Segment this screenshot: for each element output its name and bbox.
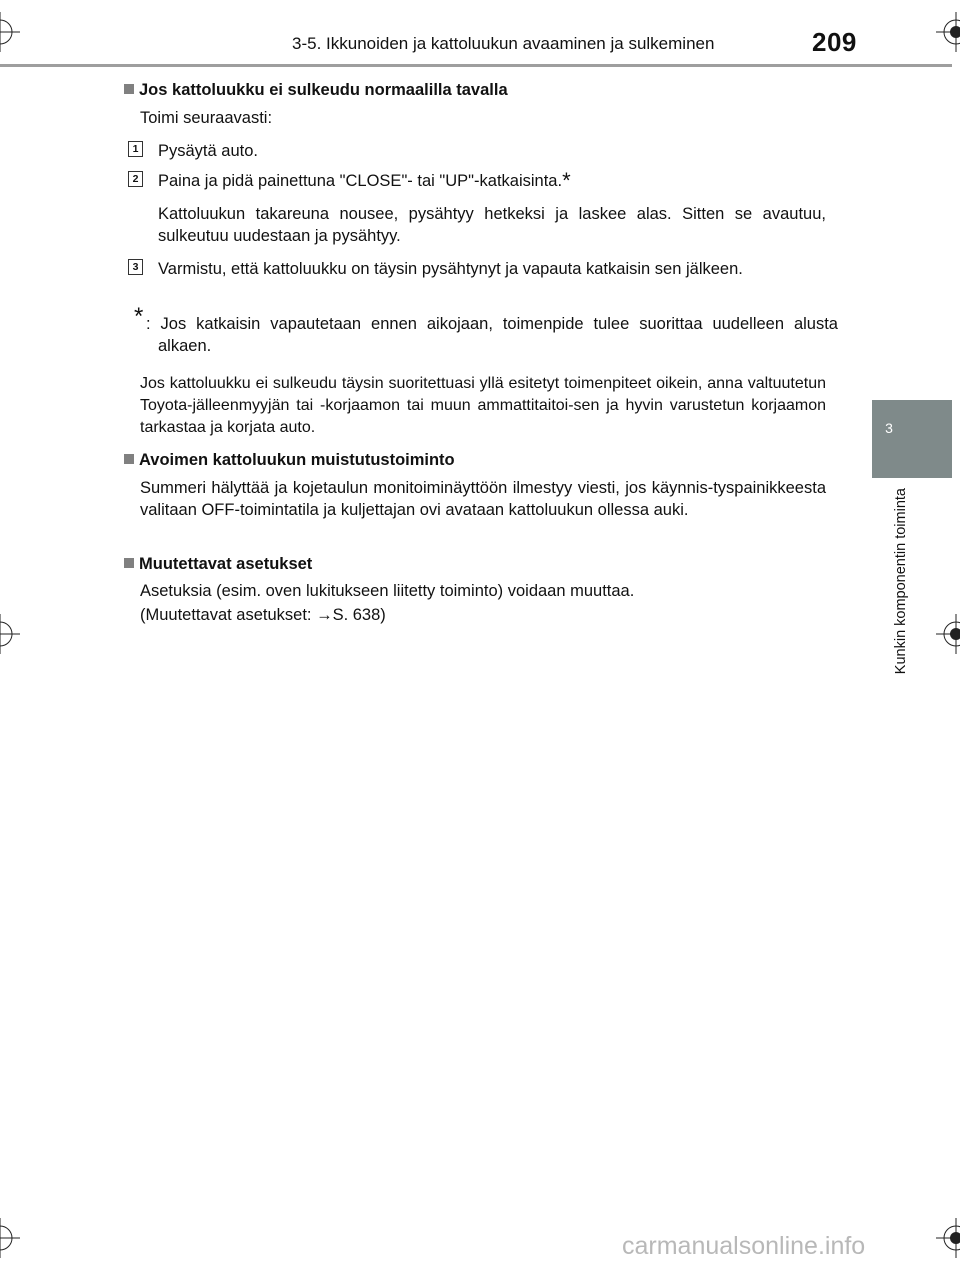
step-number-box: 2 (128, 171, 143, 187)
header-rule (0, 64, 952, 67)
section-text: Summeri hälyttää ja kojetaulun monitoiminäyttöön ilmestyy viesti, jos käynnis-tyspainikkeesta valitaan OFF-toimintatila ja kuljettajan ovi avataan kattoluukun ollessa auki. (140, 479, 826, 519)
step-detail: Kattoluukun takareuna nousee, pysähtyy hetkeksi ja laskee alas. Sitten se avautuu, sulkeutuu uudestaan ja pysähtyy. (158, 205, 826, 245)
registration-mark-bottom-right (936, 1218, 960, 1258)
registration-mark-mid-right (936, 614, 960, 654)
chapter-tab (872, 400, 952, 478)
chapter-label: Kunkin komponentin toiminta (893, 488, 909, 675)
step-text: Varmistu, että kattoluukku on täysin pysähtynyt ja vapauta katkaisin sen jälkeen. (158, 260, 743, 278)
footnote-text: : Jos katkaisin vapautetaan ennen aikojaan, toimenpide tulee suorittaa uudelleen alusta alkaen. (146, 315, 838, 355)
step-number-box: 1 (128, 141, 143, 157)
heading-square-icon (124, 454, 134, 464)
heading-square-icon (124, 558, 134, 568)
section-heading (124, 81, 508, 100)
heading-text: Muutettavat asetukset (139, 555, 313, 573)
section-title: 3-5. Ikkunoiden ja kattoluukun avaaminen ja sulkeminen (292, 34, 715, 53)
footnote-star: * (134, 303, 144, 330)
section-heading (124, 451, 455, 470)
chapter-number: 3 (885, 420, 893, 436)
step-text-with-marker (158, 170, 826, 192)
heading-square-icon (124, 84, 134, 94)
step-number-box: 3 (128, 259, 143, 275)
intro-text: Toimi seuraavasti: (140, 109, 273, 127)
registration-mark-top-right (936, 12, 960, 52)
heading-text: Jos kattoluukku ei sulkeudu normaalilla tavalla (139, 81, 508, 99)
step-text: Paina ja pidä painettuna "CLOSE"- tai "UP"-katkaisinta. (158, 172, 563, 190)
section-heading (124, 555, 312, 574)
cross-reference-text: (Muutettavat asetukset: →S. 638) (140, 606, 386, 624)
page-number: 209 (812, 27, 857, 57)
section-text-line: Asetuksia (esim. oven lukitukseen liitetty toiminto) voidaan muuttaa. (140, 582, 635, 600)
note-text: Jos kattoluukku ei sulkeudu täysin suoritettuasi yllä esitetyt toimenpiteet oikein, anna valtuutetun Toyota-jälleenmyyjän tai -korjaamon tai muun ammattitaitoi-sen ja hyvin varustetun korjaamon tarkastaa ja korjata auto. (140, 375, 826, 436)
registration-mark-top-left (0, 12, 20, 52)
registration-mark-mid-left (0, 614, 20, 654)
registration-mark-bottom-left (0, 1218, 20, 1258)
watermark: carmanualsonline.info (622, 1232, 866, 1260)
step-text: Pysäytä auto. (158, 142, 258, 160)
footnote-marker: * (562, 168, 571, 193)
heading-text: Avoimen kattoluukun muistutustoiminto (139, 451, 455, 469)
